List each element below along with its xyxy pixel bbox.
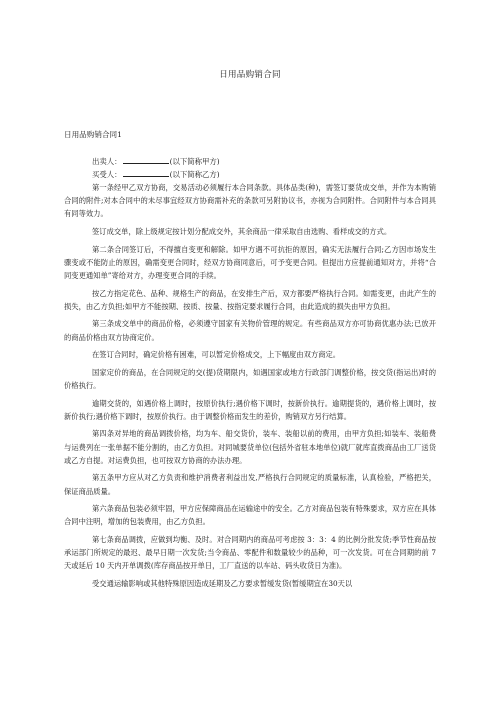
buyer-line [92,168,220,180]
contract-paragraph: 国家定价的商品，在合同规定的交(提)货期限内，如遇国家或地方行政部门调整价格，按交货(指运出)时的价格执行。 [64,367,436,390]
seller-suffix: (以下简称甲方) [169,157,220,166]
seller-line [92,155,220,167]
document-title: 日用品购销合同 [219,70,281,80]
contract-paragraph: 第三条成交单中的商品价格，必须遵守国家有关物价管理的规定。有些商品双方亦可协商优惠办法;已放开的商品价格由双方协商定价。 [64,319,436,342]
contract-paragraph: 按乙方指定花色、品种、规格生产的商品，在安排生产后，双方都要严格执行合同。如需变更，由此产生的损失，由乙方负担;如甲方不能按期、按质、按量、按指定要求履行合同，由此造成的损失由甲方负担。 [64,288,436,311]
contract-body [64,181,436,595]
seller-label: 出卖人： [92,157,122,166]
contract-paragraph: 逾期交货的，如遇价格上调时，按原价执行;遇价格下调时，按新价执行。逾期提货的，遇价格上调时，按新价执行;遇价格下调时，按原价执行。由于调整价格而发生的差价，购销双方另行结算。 [64,398,436,421]
contract-paragraph: 受交通运输影响或其他特殊原因造成延期及乙方要求暂缓发货(暂缓期宜在30天以 [92,578,353,588]
contract-paragraph: 在签订合同时，确定价格有困难，可以暂定价格成交，上下幅度由双方商定。 [92,350,341,360]
buyer-label: 买受人： [92,170,122,179]
contract-paragraph: 第二条合同签订后，不得擅自变更和解除。如甲方遇不可抗拒的原因，确实无法履行合同;乙方因市场发生骤变或不能防止的原因，确需变更合同时，经双方协商同意后，可予变更合同。但提出方应提前通知对方，并将“合同变更通知单”寄给对方，办理变更合同的手续。 [64,244,436,280]
buyer-blank [123,168,169,177]
contract-paragraph: 第七条商品调拨，应做到均衡、及时。对合同期内的商品可考虑按 3：3：4 的比例分批发货;季节性商品按承运部门所规定的最迟、最早日期一次发货;当令商品、零配件和数量较少的品种，可一次发货。可在合同期的前 7 天或延后 10 天内开单调拨(库存商品按开单日，工厂直送的以车站、码头收货日为准)。 [64,534,436,571]
contract-paragraph: 签订成交单，除上级规定按计划分配成交外，其余商品一律采取自由选购、看样成交的方式。 [92,227,392,236]
buyer-suffix: (以下简称乙方) [169,170,220,179]
contract-paragraph: 第六条商品包装必须牢固，甲方应保障商品在运输途中的安全。乙方对商品包装有特殊要求，双方应在具体合同中注明，增加的包装费用，由乙方负担。 [64,504,436,527]
contract-paragraph: 第五条甲方应从对乙方负责和维护消费者利益出发,严格执行合同规定的质量标准，认真检验，严格把关，保证商品质量。 [64,473,436,496]
contract-paragraph: 第四条对异地的商品调拨价格，均为车、船交货价，装车、装船以前的费用，由甲方负担;如装车、装船费与运费列在一张单据不能分割的，由乙方负担。对同城要货单位(包括外省驻本地单位)就厂就库直拨商品由工厂送货或乙方自提。对运费负担，也可按双方协商的办法办理。 [64,429,436,465]
document-subtitle: 日用品购销合同1 [64,130,122,139]
seller-blank [123,155,169,164]
contract-paragraph: 第一条经甲乙双方协商，交易活动必须履行本合同条款。具体品类(种)，需签订要货成交单，并作为本购销合同的附件;对本合同中的未尽事宜经双方协商需补充的条款可另附协议书，亦视为合同附件。合同附件与本合同具有同等效力。 [64,183,436,219]
